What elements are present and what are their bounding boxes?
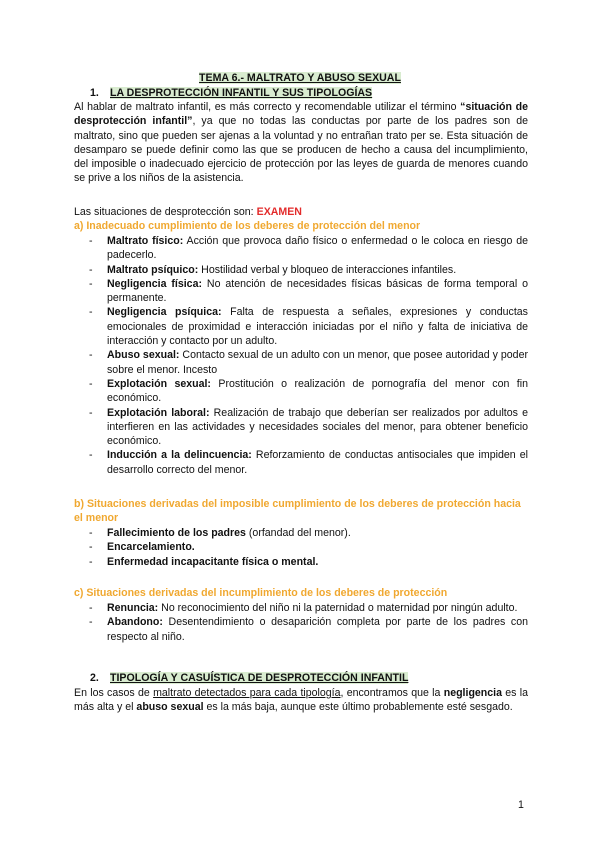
list-item — [89, 406, 528, 449]
list-item-term: Maltrato físico: — [107, 235, 184, 247]
list-item-text: (orfandad del menor). — [245, 527, 351, 539]
list-item — [89, 277, 528, 306]
list-item-term: Abandono: — [107, 616, 163, 629]
list-item — [89, 348, 528, 377]
list-item-term: Explotación laboral: — [107, 406, 210, 419]
list-item-text: Desentendimiento o desaparición completa por parte de los padres con respecto al niño. — [107, 616, 528, 643]
document-title: TEMA 6.- MALTRATO Y ABUSO SEXUAL — [199, 72, 401, 84]
list-item — [89, 555, 528, 569]
list-item-term: Fallecimiento de los padres — [107, 527, 246, 539]
list-item-text: Reforzamiento de conductas antisociales que impiden el desarrollo correcto del menor. — [107, 449, 528, 476]
list-item-text: No reconocimiento del niño ni la paternidad o maternidad por ningún adulto. — [158, 602, 518, 614]
list-item-term: Enfermedad incapacitante física o mental. — [107, 555, 319, 568]
list-item-text: Realización de trabajo que deberían ser realizados por adultos e interfieren en las actividades y necesidades sociales del menor, para obtener beneficio económico. — [107, 406, 528, 448]
list-item — [89, 377, 528, 406]
subheading-a: a) Inadecuado cumplimiento de los deberes de protección del menor — [74, 220, 421, 232]
list-item — [89, 540, 528, 554]
list-item — [89, 305, 528, 348]
section2-heading: 2. TIPOLOGÍA Y CASUÍSTICA DE DESPROTECCIÓN INFANTIL — [90, 672, 409, 684]
list-item-term: Explotación sexual: — [107, 377, 211, 390]
list-item-text: Prostitución o realización de pornografía del menor con fin económico. — [107, 377, 528, 405]
exam-tag: EXAMEN — [256, 206, 302, 218]
list-item-text: Hostilidad verbal y bloqueo de interacciones infantiles. — [198, 263, 457, 276]
list-item — [89, 526, 528, 540]
list-item — [89, 234, 528, 263]
section2-paragraph: En los casos de maltrato detectados para cada tipología, encontramos que la negligencia es la más alta y el abuso sexual es la más baja, aunque este último probablemente esté sesgado. — [74, 687, 528, 714]
list-item-text: Falta de respuesta a señales, expresiones y conductas emocionales de proximidad e interacción iniciadas por el niño y falta de iniciativa de interacción y contacto por un adulto. — [107, 306, 528, 348]
list-item-text: Acción que provoca daño físico o enfermedad o le coloca en riesgo de padecerlo. — [107, 235, 528, 262]
list-item — [89, 615, 528, 644]
list-item-text: Contacto sexual de un adulto con un menor, que posee autoridad y poder sobre el menor. Incesto — [107, 349, 528, 376]
list-item-term: Encarcelamiento. — [107, 541, 195, 554]
list-item — [89, 601, 528, 615]
underlined-phrase: maltrato detectados para cada tipología — [153, 687, 341, 699]
list-b — [89, 526, 528, 569]
list-item-term: Negligencia física: — [107, 277, 202, 290]
list-c — [89, 601, 528, 644]
section1-intro: Al hablar de maltrato infantil, es más correcto y recomendable utilizar el término “situación de desprotección infantil”, ya que no todas las conductas por parte de los padres son de maltrato, sino que pueden ser ajenas a la voluntad y no entrañan trato per se. Esta situación de desamparo se puede definir como las que se producen de hecho a causa del incumplimiento, del imposible o inadecuado ejercicio de protección por las leyes de guarda de menores cuando se prive a los niños de la asistencia. — [74, 101, 528, 185]
subheading-c: c) Situaciones derivadas del incumplimiento de los deberes de protección — [74, 587, 448, 599]
list-item-term: Maltrato psíquico: — [107, 263, 199, 276]
list-item — [89, 263, 528, 277]
list-item-text: No atención de necesidades físicas básicas de forma temporal o permanente. — [107, 277, 528, 305]
list-item — [89, 448, 528, 477]
subheading-b: b) Situaciones derivadas del imposible cumplimiento de los deberes de protección hacia el menor — [74, 498, 521, 525]
list-item-term: Inducción a la delincuencia: — [107, 449, 252, 462]
list-item-term: Renuncia: — [107, 602, 159, 614]
section1-heading: 1. LA DESPROTECCIÓN INFANTIL Y SUS TIPOLOGÍAS — [90, 87, 373, 99]
list-item-term: Abuso sexual: — [107, 349, 180, 362]
situations-lead: Las situaciones de desprotección son: EXAMEN — [74, 206, 302, 218]
list-item-term: Negligencia psíquica: — [107, 306, 222, 319]
page-number: 1 — [518, 799, 524, 811]
list-a — [89, 234, 528, 477]
